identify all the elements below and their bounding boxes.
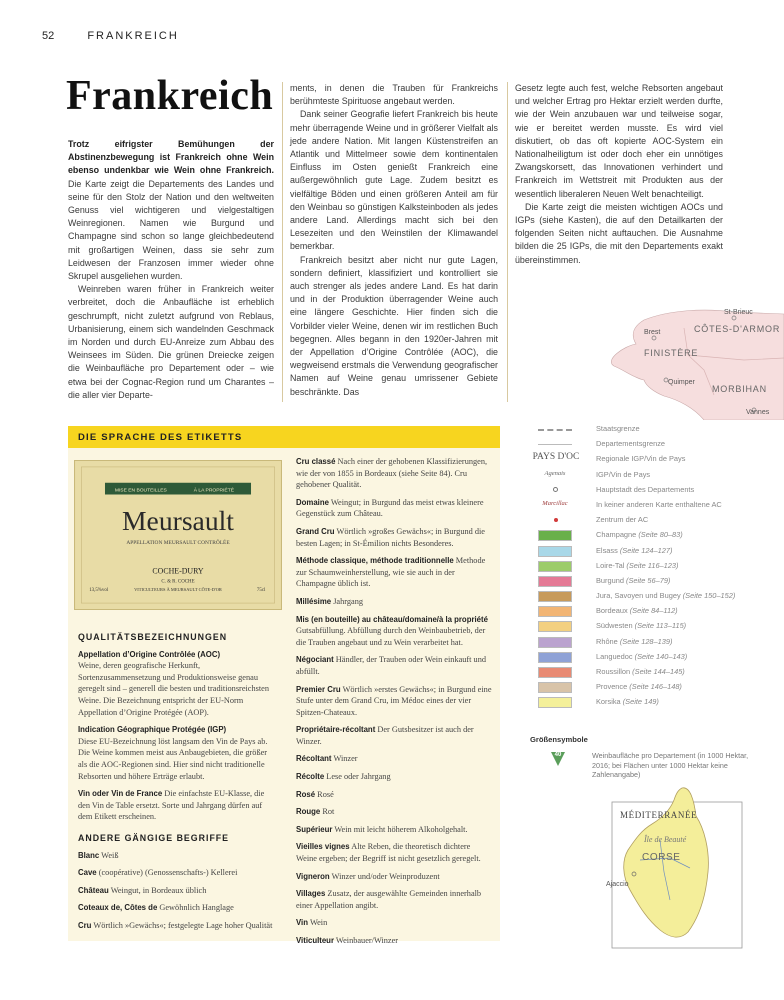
legend-region-name: Rhône: [596, 636, 618, 646]
legend-label: In keiner anderen Karte enthaltene AC: [596, 499, 722, 509]
legend-region-name: Burgund: [596, 575, 624, 585]
legend-swatch: [538, 697, 572, 708]
glossary-entry: [78, 788, 274, 823]
quality-heading: QUALITÄTSBEZEICHNUNGEN: [78, 632, 228, 642]
sea-label: MÉDITERRANÉE: [620, 810, 698, 820]
other-terms-heading: ANDERE GÄNGIGE BEGRIFFE: [78, 832, 230, 843]
legend-region: [596, 652, 687, 661]
glossary-term: Blanc: [78, 850, 100, 860]
city-label-ajaccio: Ajaccio: [606, 881, 629, 888]
legend-label: Regionale IGP/Vin de Pays: [596, 454, 686, 464]
glossary-entry: [296, 935, 492, 947]
legend-region: [596, 546, 672, 555]
glossary-definition: Methode zur Schaumweinherstellung, wie sie auch in der Champagne üblich ist.: [296, 556, 486, 589]
glossary-entry: [78, 850, 274, 862]
legend-region-pages: (Seite 149): [622, 697, 659, 707]
glossary-term: Cru: [78, 920, 92, 930]
glossary-term: Appellation d’Origine Contrôlée (AOC): [78, 649, 221, 659]
glossary-term: Vin: [296, 918, 308, 928]
legend-swatch: [538, 682, 572, 693]
glossary-term: Grand Cru: [296, 526, 335, 536]
glossary-entry: [296, 917, 492, 929]
glossary-definition: Diese EU-Bezeichnung löst langsam den Vin de Pays ab. Die Weine kommen meist aus Anbaugebieten, die größer als die AOC-Regionen sind. Hier sind nicht traditionelle Rebsorten und höhere Erträge erlaubt.: [78, 736, 268, 781]
glossary-definition: Wörtlich »erstes Gewächs«; in Burgund eine Stufe unter dem Grand Cru, im Médoc eines der vier Spitzen-Chateaux.: [296, 684, 492, 717]
legend-label: IGP/Vin de Pays: [596, 469, 651, 479]
glossary-definition: Wörtlich »großes Gewächs«; in Burgund die besten Lagen; in St-Émilion nichts Besonderes.: [296, 526, 485, 548]
glossary-definition: Wein mit leicht höherem Alkoholgehalt.: [334, 824, 468, 834]
text-column-3: [515, 82, 723, 267]
map-legend: [524, 422, 734, 711]
page-title: Frankreich: [66, 73, 274, 119]
glossary-definition: Zusatz, der ausgewählte Gemeinden innerhalb einer Appellation angibt.: [296, 889, 482, 910]
glossary-term: Vieilles vignes: [296, 842, 350, 852]
glossary-definition: Wörtlich »Gewächs«; festgelegte Lage hoher Qualität: [93, 920, 273, 930]
glossary-definition: Alte Reben, die theoretisch dichtere Weine ergeben; der Begriff ist nicht gesetzlich geregelt.: [296, 842, 481, 864]
glossary-entry: [296, 771, 492, 783]
glossary-definition: Weine, deren geografische Herkunft, Sortenzusammensetzung und Produktionsweise genau geregelt sind – generell die besten und traditionsreichsten Weine. Die Bezeichnung entspricht der EU-Norm Appellation d’Origine Protégée (AOP).: [78, 661, 269, 717]
ac-center-dot-icon: [538, 515, 572, 526]
legend-row: [524, 452, 734, 467]
glossary-entry: [296, 614, 492, 649]
legend-region-pages: (Seite 144–145): [632, 667, 685, 676]
legend-row: [524, 589, 734, 604]
page-number: 52: [42, 30, 55, 42]
legend-row: [524, 619, 734, 634]
corsica-map: [600, 780, 750, 950]
glossary-right-column: [296, 456, 492, 953]
legend-region: [596, 697, 659, 706]
legend-region-name: Korsika: [596, 697, 621, 707]
legend-text-symbol: PAYS D'OC: [532, 452, 580, 463]
legend-region: [596, 637, 672, 646]
glossary-definition: Weingut, in Bordeaux üblich: [110, 885, 207, 895]
legend-text-symbol: Marcillac: [542, 499, 568, 507]
glossary-term: Domaine: [296, 497, 329, 507]
glossary-term: Millésime: [296, 596, 332, 606]
glossary-definition: Lese oder Jahrgang: [326, 772, 391, 782]
legend-region: [596, 682, 682, 691]
column-rule: [507, 82, 508, 402]
department-border-symbol: [538, 444, 572, 445]
legend-row: [524, 650, 734, 665]
map-label-quimper: Quimper: [668, 379, 695, 386]
paragraph: Frankreich besitzt aber nicht nur gute Lagen, sondern definiert, klassifiziert und kontrolliert sie auch strenger als jedes andere Land. Es hat darin und in der Produktion überragender Weine auch eine längere Geschichte. Hier finden sich die Vorbilder vieler Weine, denen wir im restlichen Buch begegnen. Alles begann in den 1920er-Jahren mit der Appellation d’Origine Contrôlée (AOC), die wegweisend erstmals die Verwendung geografischer Namen auf Weine genau umrissener Gebiete beschränkte. Das: [290, 254, 498, 397]
glossary-term: Supérieur: [296, 824, 333, 834]
legend-label: Departementsgrenze: [596, 439, 666, 449]
glossary-entry: [78, 649, 274, 719]
legend-row: [524, 635, 734, 650]
label-ribbon-right: À LA PROPRIÉTÉ: [193, 488, 235, 494]
glossary-definition: Winzer: [333, 754, 358, 764]
legend-swatch: [538, 621, 572, 632]
glossary-term: Méthode classique, méthode traditionnelle: [296, 556, 454, 566]
legend-region-name: Jura, Savoyen und Bugey: [596, 591, 681, 601]
glossary-definition: Händler, der Trauben oder Wein einkauft und abfüllt.: [296, 655, 487, 676]
legend-region: [596, 561, 678, 570]
legend-region-pages: (Seite 84–112): [629, 606, 678, 616]
paragraph: ments, in denen die Trauben für Frankreichs berühmteste Spirituose angebaut werden.: [290, 83, 498, 107]
legend-swatch: [538, 546, 572, 557]
legend-label: Hauptstadt des Departements: [596, 484, 695, 494]
glossary-entry: [78, 902, 274, 914]
legend-row: [524, 422, 734, 437]
glossary-entry: [78, 724, 274, 782]
glossary-entry: [296, 724, 492, 747]
glossary-term: Rouge: [296, 807, 321, 817]
text-column-2: [290, 82, 498, 399]
glossary-definition: Der Gutsbesitzer ist auch der Winzer.: [296, 725, 474, 746]
glossary-definition: Weingut; in Burgund das meist etwas kleinere Gegenstück zum Château.: [296, 497, 484, 519]
legend-row: [524, 468, 734, 483]
size-symbols-heading: Größensymbole: [530, 735, 588, 744]
section-title: FRANKREICH: [87, 30, 179, 42]
legend-region-pages: (Seite 116–123): [626, 560, 679, 570]
label-appellation: APPELLATION MEURSAULT CONTRÔLÉE: [126, 539, 230, 546]
intro-rest: Die Karte zeigt die Departements des Landes und seine für den Stolz der Nation und den weltweiten Genuss viel wichtigeren und vielgestaltigen Weinregionen. Namen wie Burgund und Champagne sind schon so lange gleichbedeutend mit großartigen Weinen, dass sie sehr zum Leidwesen der Franzosen immer wieder ohne Skrupel ausgeliehen wurden.: [68, 178, 274, 282]
paragraph: Die Karte zeigt die meisten wichtigen AOCs und IGPs (siehe Kasten), die auf den Detailkarten der folgenden Seiten nicht auftauchen. Die Ausnahme bilden die 25 IGPs, die mit den Departements exakt übereinstimmen.: [515, 201, 723, 265]
glossary-term: Vigneron: [296, 871, 330, 881]
glossary-term: Cru classé: [296, 457, 336, 466]
legend-region-pages: (Seite 124–127): [619, 545, 673, 555]
glossary-term: Viticulteur: [296, 936, 334, 945]
legend-region: [596, 591, 735, 600]
legend-row: [524, 665, 734, 680]
glossary-term: Récoltant: [296, 754, 332, 764]
lead-text: Trotz eifrigster Bemühungen der Abstinenzbewegung ist Frankreich ohne Wein ebenso undenkbar wie Wein ohne Frankreich.: [68, 139, 274, 176]
glossary-entry: [296, 526, 492, 549]
glossary-entry: [296, 789, 492, 801]
glossary-term: Indication Géographique Protégée (IGP): [78, 725, 227, 735]
legend-swatch: [538, 637, 572, 648]
glossary-entry: [296, 456, 492, 491]
legend-region-pages: (Seite 140–143): [634, 651, 688, 661]
glossary-left-column: [78, 632, 274, 937]
glossary-term: Villages: [296, 889, 326, 899]
glossary-term: Propriétaire-récoltant: [296, 725, 376, 735]
legend-row: [524, 483, 734, 498]
glossary-entry: [296, 888, 492, 911]
corsica-label: CORSE: [642, 852, 681, 863]
legend-row: [524, 513, 734, 528]
legend-text-symbol: Agenais: [544, 469, 566, 477]
legend-row: [524, 559, 734, 574]
glossary-definition: Wein: [309, 918, 328, 928]
legend-swatch: [538, 667, 572, 678]
glossary-entry: [296, 684, 492, 719]
legend-row: [524, 680, 734, 695]
legend-swatch: [538, 606, 572, 617]
glossary-term: Mis (en bouteille) au château/domaine/à la propriété: [296, 614, 488, 624]
brittany-map: [584, 300, 784, 420]
glossary-entry: [78, 867, 274, 879]
legend-region-name: Roussillon: [596, 667, 631, 676]
glossary-term: Premier Cru: [296, 684, 341, 694]
label-producer: COCHE-DURY: [152, 566, 204, 576]
glossary-term: Vin oder Vin de France: [78, 789, 163, 799]
label-language-box: [68, 426, 500, 945]
text-column-1: [68, 138, 274, 402]
glossary-definition: Weinbauer/Winzer: [335, 936, 399, 945]
glossary-term: Négociant: [296, 655, 334, 665]
glossary-entry: [78, 920, 274, 932]
legend-region-name: Provence: [596, 682, 628, 692]
glossary-definition: Rosé: [317, 789, 334, 799]
legend-row: [524, 437, 734, 452]
legend-label: Zentrum der AC: [596, 515, 649, 525]
box-header: DIE SPRACHE DES ETIKETTS: [68, 426, 500, 448]
label-wine-name: Meursault: [122, 505, 234, 537]
glossary-definition: Winzer und/oder Weinproduzent: [331, 871, 440, 881]
paragraph: Weinreben waren früher in Frankreich weiter verbreitet, doch die Anbaufläche ist erheblich geschrumpft, nicht zuletzt aufgrund von Reblaus, Urbanisierung, einem sich wandelnden Geschmack im Norden und durch EU-Anreize zum Abbau des Weinsees im Süden. Die grünen Dreiecke zeigen die Weinbaufläche pro Departement oder – wie etwa bei der Cognac-Region rund um Charantes – die aller vier Departe-: [68, 284, 274, 400]
legend-region-pages: (Seite 128–139): [619, 636, 673, 646]
legend-region: [596, 667, 685, 676]
legend-row: [524, 544, 734, 559]
glossary-definition: Jahrgang: [333, 596, 363, 606]
legend-label: Staatsgrenze: [596, 424, 640, 433]
legend-region-name: Südwesten: [596, 621, 633, 631]
legend-row: [524, 604, 734, 619]
map-label-morbihan: MORBIHAN: [712, 384, 767, 394]
legend-region: [596, 606, 678, 615]
legend-row: [524, 695, 734, 710]
glossary-entry: [296, 753, 492, 765]
legend-swatch: [538, 576, 572, 587]
glossary-entry: [296, 841, 492, 864]
label-volume: 75cl: [256, 588, 266, 594]
glossary-entry: [296, 555, 492, 590]
legend-row: [524, 528, 734, 543]
glossary-definition: Gewöhnlich Hanglage: [159, 903, 234, 913]
size-symbols-text: Weinbaufläche pro Departement (in 1000 Hektar, 2016; bei Flächen unter 1000 Hektar keine Zahlenangabe): [592, 751, 749, 780]
map-label-cotes-darmor: CÔTES-D'ARMOR: [694, 324, 781, 334]
glossary-definition: Rot: [322, 807, 335, 817]
national-border-symbol: [538, 429, 572, 431]
map-label-finistere: FINISTÈRE: [644, 348, 699, 358]
paragraph: Dank seiner Geografie liefert Frankreich bis heute mehr überragende Weine und in größerer Vielfalt als jede andere Nation. Mit langen Küstenstreifen an Atlantik und Mittelmeer sowie dem kontinentalen Einfluss im Osten genießt Frankreich eine außergewöhnlich gute Lage. Zudem besitzt es vielfältige Böden und einen größeren Anteil am für den Weinbau so günstigen Kalksteinboden als jedes andere Land. Allerdings macht sich bei den Lesezeiten und den Weinstilen der Klimawandel bemerkbar.: [290, 109, 498, 252]
legend-region-name: Champagne: [596, 530, 637, 540]
region-label: Île de Beauté: [644, 835, 687, 844]
legend-region-name: Bordeaux: [596, 606, 628, 616]
label-ribbon-left: MISE EN BOUTEILLES: [114, 488, 167, 494]
legend-region: [596, 621, 686, 630]
glossary-entry: [296, 871, 492, 883]
legend-row: [524, 498, 734, 513]
legend-region: [596, 576, 670, 585]
legend-region: [596, 530, 683, 539]
legend-swatch: [538, 652, 572, 663]
paragraph: Gesetz legte auch fest, welche Rebsorten angebaut und welcher Ertrag pro Hektar erzielt werden durfte, wie der Wein anzubauen war und teilweise sogar, wie er bereitet werden musste. Es wird viel diskutiert, ob das oft kopierte AOC-System ein Nationalheiligtum ist oder doch eher ein unnötiges Zwangskorsett, das Innovationen verhindert und Frankreich im Wettstreit mit Produkten aus der wesentlich liberaleren Neuen Welt benachteiligt.: [515, 83, 723, 199]
wine-label-image: [74, 460, 282, 610]
column-rule: [282, 82, 283, 402]
label-address: VITICULTEURS À MEURSAULT CÔTE-D'OR: [134, 587, 222, 593]
glossary-entry: [296, 654, 492, 677]
legend-swatch: [538, 561, 572, 572]
glossary-entry: [296, 824, 492, 836]
glossary-definition: Gutsabfüllung. Abfüllung durch den Weinbaubetrieb, der die Trauben angebaut und zu Wein verarbeitet hat.: [296, 626, 486, 647]
glossary-entry: [296, 497, 492, 520]
legend-region-pages: (Seite 150–152): [682, 591, 736, 601]
glossary-term: Récolte: [296, 772, 325, 782]
capital-circle-icon: [538, 485, 572, 496]
legend-region-name: Languedoc: [596, 651, 633, 661]
label-initials: C. & R. COCHE: [161, 579, 195, 585]
legend-region-pages: (Seite 80–83): [638, 530, 683, 540]
map-label-vannes: Vannes: [746, 409, 770, 416]
glossary-term: Château: [78, 885, 109, 895]
glossary-term: Coteaux de, Côtes de: [78, 903, 158, 913]
size-triangle-value: 40: [554, 752, 562, 758]
glossary-definition: Nach einer der gehobenen Klassifizierungen, wie der von 1855 in Bordeaux (siehe Seite 84). Cru gehobener Qualität.: [296, 457, 488, 490]
map-label-st-brieuc: St-Brieuc: [724, 309, 753, 316]
map-label-brest: Brest: [644, 329, 661, 336]
glossary-term: Cave: [78, 868, 97, 878]
legend-swatch: [538, 591, 572, 602]
label-abv: 13,5%vol: [89, 588, 109, 594]
legend-region-pages: (Seite 113–115): [634, 621, 687, 631]
legend-region-pages: (Seite 56–79): [626, 575, 671, 585]
legend-region-name: Elsass: [596, 545, 618, 555]
legend-row: [524, 574, 734, 589]
glossary-entry: [78, 885, 274, 897]
glossary-entry: [296, 596, 492, 608]
glossary-definition: (coopérative) (Genossenschafts-) Kellerei: [98, 868, 238, 878]
glossary-definition: Weiß: [101, 850, 119, 860]
glossary-term: Rosé: [296, 789, 316, 799]
glossary-definition: Die einfachste EU-Klasse, die den Vin de Table ersetzt. Sorte und Jahrgang dürfen auf dem Etikett erscheinen.: [78, 789, 265, 822]
legend-swatch: [538, 530, 572, 541]
legend-region-pages: (Seite 146–148): [629, 682, 682, 692]
intro-paragraph: [68, 138, 274, 283]
glossary-entry: [296, 806, 492, 818]
legend-region-name: Loire-Tal: [596, 560, 625, 570]
running-head: [42, 30, 179, 42]
